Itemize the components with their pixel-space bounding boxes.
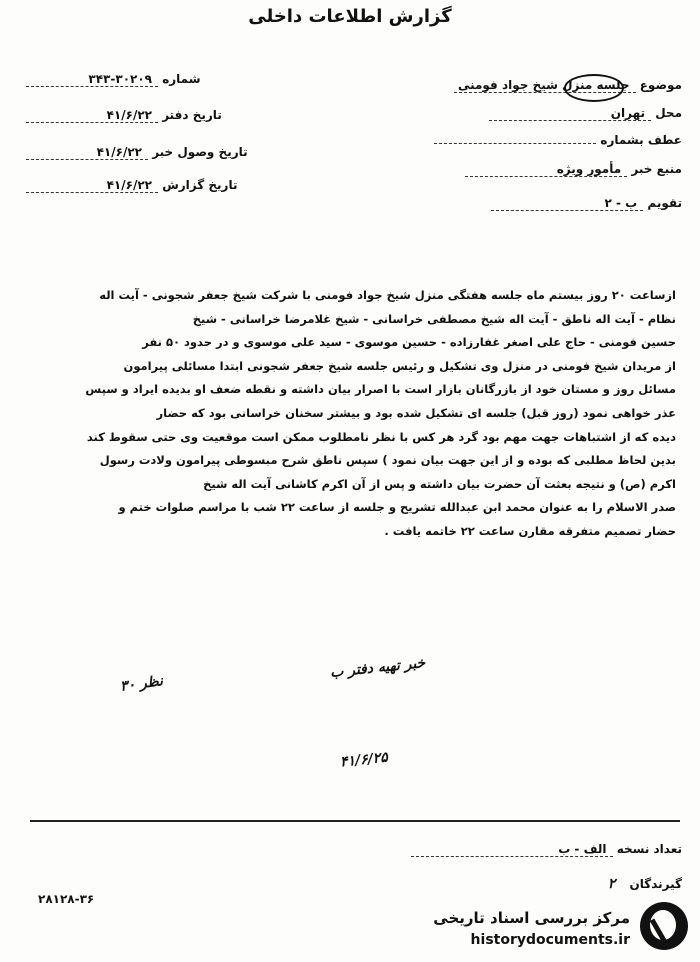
form-code: ۲۸۱۲۸-۳۶	[38, 892, 95, 906]
source-value: مأمور ویژه	[465, 162, 627, 177]
office-date-label: تاریخ دفتر	[162, 108, 222, 122]
watermark-logo-icon	[640, 902, 688, 950]
body-line: اکرم (ص) و نتیجه بعثت آن حضرت بیان داشته و پس از آن اکرم کاشانی آیت اله شیخ	[203, 476, 676, 491]
body-line: ازساعت ۲۰ روز بیستم ماه جلسه هفتگی منزل شیخ جواد فومنی با شرکت شیخ جعفر شجونی - آیت اله	[99, 288, 676, 302]
watermark-url: historydocuments.ir	[470, 932, 630, 948]
copies-label: تعداد نسخه	[616, 842, 682, 856]
body-line: بدین لحاظ مطلبی که بوده و از این جهت بیان نمود ) سپس ناطق شرح مبسوطی پیرامون ولادت رسول	[99, 453, 676, 468]
body-line: حضار تصمیم متفرقه مقارن ساعت ۲۲ خاتمه یافت .	[384, 523, 676, 538]
rating-row	[491, 196, 682, 211]
subject-value: جلسه منزل شیخ جواد فومنی	[454, 78, 636, 93]
report-body	[26, 284, 676, 544]
body-line: از مریدان شیخ فومنی در منزل وی تشکیل و رئیس جلسه شیخ جعفر شجونی ابتدا مسائلی پیرامون	[123, 358, 676, 373]
body-line: عذر خواهی نمود (روز قبل) جلسه ای تشکیل شده بود و بیشتر سخنان خراسانی بود که حضار	[156, 405, 676, 420]
source-label: منبع خبر	[631, 162, 682, 176]
handwritten-date: ۴۱/۶/۲۵	[339, 749, 389, 771]
office-date-row	[26, 108, 222, 123]
handwritten-note-left: نظر ۳۰	[119, 673, 164, 695]
office-date-value: ۴۱/۶/۲۲	[26, 108, 158, 123]
recipients-row	[608, 876, 682, 892]
copies-value: الف - ب	[411, 842, 613, 857]
number-row	[26, 72, 201, 87]
received-date-label: تاریخ وصول خبر	[152, 145, 248, 159]
location-label: محل	[655, 106, 682, 120]
recipients-label: گیرندگان	[629, 877, 682, 891]
rating-label: تقویم	[647, 196, 682, 210]
received-date-row	[26, 145, 248, 160]
report-date-value: ۴۱/۶/۲۲	[26, 178, 158, 193]
received-date-value: ۴۱/۶/۲۲	[26, 145, 148, 160]
handwritten-circle	[564, 74, 624, 102]
body-line: مسائل روز و مستان خود از بازرگانان بازار است با اصرار بیان داشته و نقطه ضعف او بدیده ایراد و سپس	[85, 382, 676, 397]
footer-separator	[30, 820, 680, 822]
number-value: ۳۴۳-۳۰۲۰۹	[26, 72, 158, 87]
subject-label: موضوع	[639, 78, 682, 92]
attachment-row	[434, 133, 682, 147]
attachment-value	[434, 143, 596, 144]
document-title: گزارش اطلاعات داخلی	[248, 6, 452, 27]
location-value: تهران	[489, 106, 651, 121]
recipient-value: ۲	[607, 876, 616, 892]
copies-row	[411, 842, 683, 857]
body-line: دیده که از اشتباهات جهت مهم بود گرد هر کس با نظر نامطلوب ممکن است موقعیت وی حتی سقوط کند	[86, 429, 676, 444]
body-line: نظام - آیت اله ناطق - آیت اله شیخ مصطفی خراسانی - شیخ غلامرضا خراسانی - شیخ	[192, 311, 676, 326]
location-row	[489, 106, 682, 121]
source-row	[465, 162, 682, 177]
body-line: صدر الاسلام را به عنوان محمد ابن عبدالله تشریح و جلسه از ساعت ۲۲ شب با مراسم صلوات ختم و	[118, 500, 676, 515]
number-label: شماره	[162, 72, 201, 86]
watermark-org: مرکز بررسی اسناد تاریخی	[433, 909, 630, 927]
body-line: حسین فومنی - حاج علی اصغر غفارزاده - حسین موسوی - سید علی موسوی و در حدود ۵۰ نفر	[142, 335, 676, 350]
handwritten-note-center: خبر تهیه دفتر ب	[329, 655, 426, 681]
report-date-label: تاریخ گزارش	[162, 178, 238, 192]
rating-value: ب - ۲	[491, 196, 643, 211]
attachment-label: عطف بشماره	[600, 133, 682, 147]
report-date-row	[26, 178, 237, 193]
